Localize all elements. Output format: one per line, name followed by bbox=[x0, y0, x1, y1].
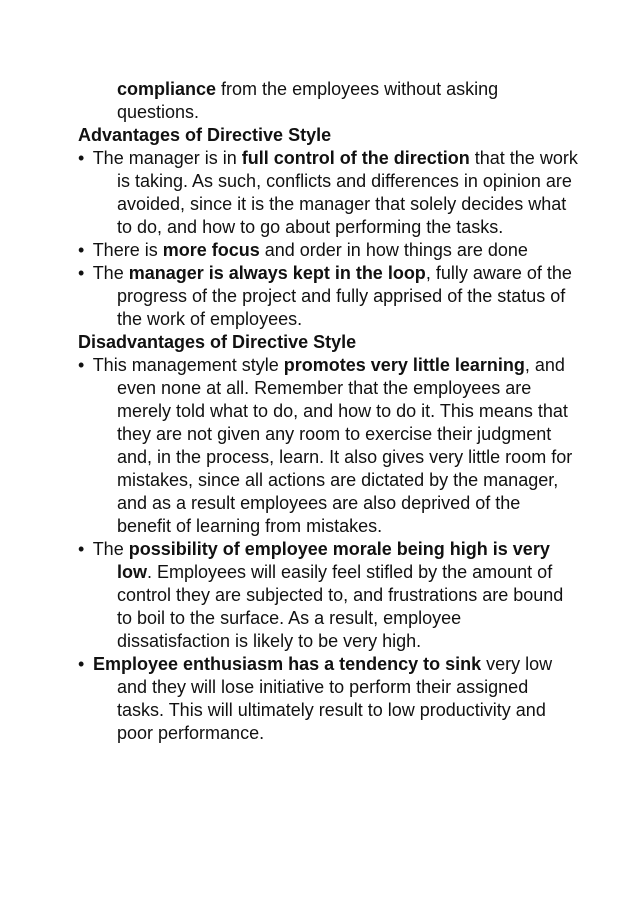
advantage-item-2-pre: There is bbox=[92, 240, 163, 260]
disadvantage-item-2-post: . Employees will easily feel stifled by the amount of control they are subjected to, and frustrations are bound to boil to the surface. As a result, employee dissatisfaction is likely to be very high. bbox=[117, 562, 564, 651]
bullet-icon: • bbox=[78, 539, 85, 559]
disadvantage-item-3 bbox=[78, 653, 578, 745]
disadvantage-item-1-pre: This management style bbox=[92, 355, 284, 375]
disadvantage-item-1 bbox=[78, 354, 578, 538]
advantage-item-3-bold: manager is always kept in the loop bbox=[128, 263, 426, 283]
intro-text: from the employees without asking questions. bbox=[117, 79, 499, 122]
bullet-icon: • bbox=[78, 240, 85, 260]
disadvantage-item-3-post: very low and they will lose initiative to perform their assigned tasks. This will ultimately result to low productivity and poor performance. bbox=[117, 654, 553, 743]
document-page bbox=[78, 78, 578, 745]
advantage-item-1-pre: The manager is in bbox=[92, 148, 242, 168]
bullet-icon: • bbox=[78, 654, 85, 674]
advantage-item-2 bbox=[78, 239, 578, 262]
advantage-item-3-post: , fully aware of the progress of the project and fully apprised of the status of the work of employees. bbox=[117, 263, 572, 329]
bullet-icon: • bbox=[78, 148, 85, 168]
disadvantage-item-1-bold: promotes very little learning bbox=[283, 355, 525, 375]
bullet-icon: • bbox=[78, 355, 85, 375]
advantage-item-3 bbox=[78, 262, 578, 331]
advantages-heading: Advantages of Directive Style bbox=[78, 125, 332, 145]
advantage-item-1-post: that the work is taking. As such, conflicts and differences in opinion are avoided, since it is the manager that solely decides what to do, and how to go about performing the tasks. bbox=[117, 148, 578, 237]
disadvantage-item-3-bold: Employee enthusiasm has a tendency to sink bbox=[93, 654, 482, 674]
advantage-item-2-post: and order in how things are done bbox=[259, 240, 528, 260]
advantage-item-3-pre: The bbox=[92, 263, 129, 283]
disadvantage-item-2-pre: The bbox=[92, 539, 129, 559]
advantage-item-2-bold: more focus bbox=[162, 240, 260, 260]
bullet-icon: • bbox=[78, 263, 85, 283]
disadvantages-heading: Disadvantages of Directive Style bbox=[78, 332, 357, 352]
advantage-item-1 bbox=[78, 147, 578, 239]
intro-paragraph bbox=[117, 78, 578, 124]
intro-bold: compliance bbox=[117, 79, 217, 99]
disadvantage-item-1-post: , and even none at all. Remember that the employees are merely told what to do, and how to do it. This means that they are not given any room to exercise their judgment and, in the process, learn. It also gives very little room for mistakes, since all actions are dictated by the manager, and as a result employees are also deprived of the benefit of learning from mistakes. bbox=[117, 355, 573, 536]
disadvantage-item-2-bold: possibility of employee morale being high is very low bbox=[117, 539, 550, 582]
disadvantage-item-2 bbox=[78, 538, 578, 653]
advantage-item-1-bold: full control of the direction bbox=[241, 148, 470, 168]
